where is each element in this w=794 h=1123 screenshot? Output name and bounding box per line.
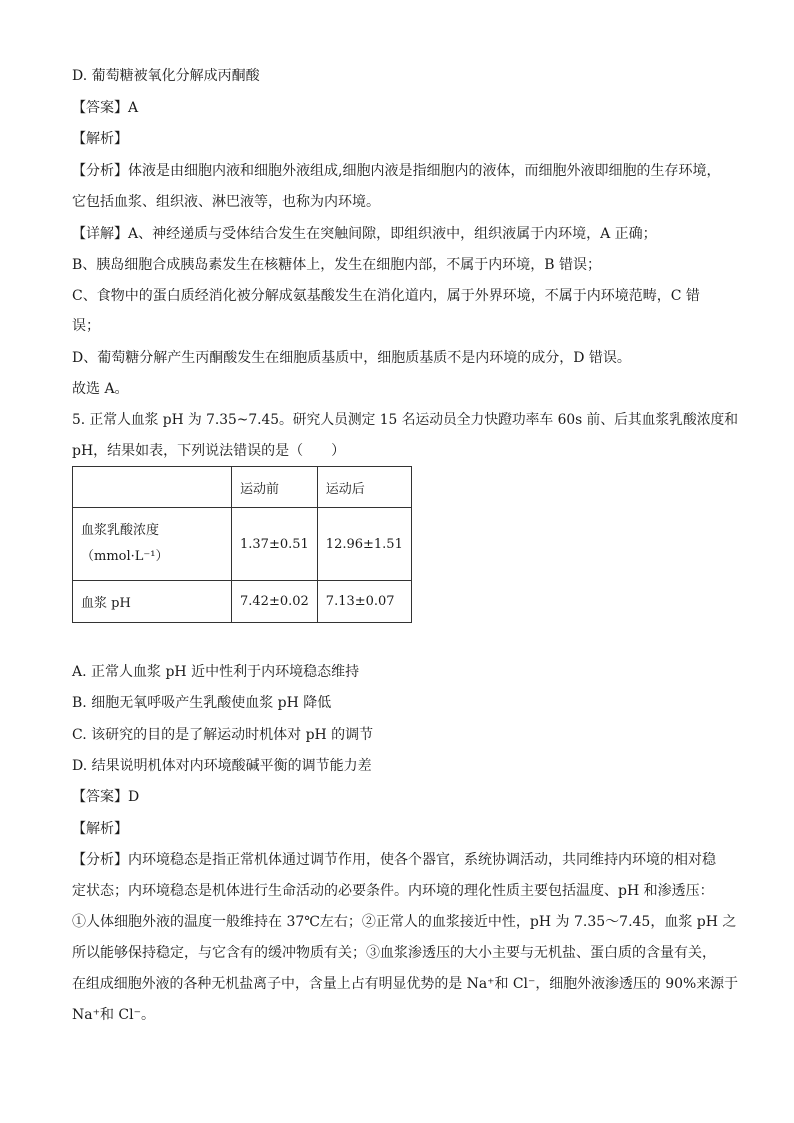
q4-fenxi-line-1: 【分析】体液是由细胞内液和细胞外液组成,细胞内液是指细胞内的液体，而细胞外液即细胞的生存环境， xyxy=(72,163,721,179)
ph-label: 血浆 pH xyxy=(73,581,232,623)
q4-fenxi-line-2: 它包括血浆、组织液、淋巴液等，也称为内环境。 xyxy=(72,194,380,210)
q5-answer: 【答案】D xyxy=(72,789,140,805)
q4-detail-line-4: 误； xyxy=(72,318,100,334)
ph-before: 7.42±0.02 xyxy=(232,581,318,623)
table-row-lactate xyxy=(73,508,412,581)
q5-stem-line-2: pH，结果如表，下列说法错误的是（ ） xyxy=(72,443,346,459)
lactate-after: 12.96±1.51 xyxy=(317,508,411,581)
table-header-empty xyxy=(73,467,232,508)
table-header-row xyxy=(73,467,412,508)
q5-analysis-heading: 【解析】 xyxy=(72,821,128,837)
q4-analysis-heading: 【解析】 xyxy=(72,131,128,147)
lactate-label-cell xyxy=(73,508,232,581)
table-header-before: 运动前 xyxy=(232,467,318,508)
table-row-ph xyxy=(73,581,412,623)
lactate-unit: （mmol·L⁻¹） xyxy=(81,549,169,564)
q5-fenxi-line-2: 定状态；内环境稳态是机体进行生命活动的必要条件。内环境的理化性质主要包括温度、pH 和渗透压： xyxy=(72,883,714,899)
q4-detail-line-5: D、葡萄糖分解产生丙酮酸发生在细胞质基质中，细胞质基质不是内环境的成分，D 错误。 xyxy=(72,350,631,366)
q4-detail-line-3: C、食物中的蛋白质经消化被分解成氨基酸发生在消化道内，属于外界环境，不属于内环境范畴，C 错 xyxy=(72,288,700,304)
results-table xyxy=(72,466,412,623)
table-header-after: 运动后 xyxy=(317,467,411,508)
q4-conclusion: 故选 A。 xyxy=(72,381,129,397)
q5-fenxi-line-5: 在组成细胞外液的各种无机盐离子中，含量上占有明显优势的是 Na⁺和 Cl⁻，细胞外液渗透压的 90%来源于 xyxy=(72,976,739,992)
q4-answer: 【答案】A xyxy=(72,100,139,116)
lactate-label: 血浆乳酸浓度 xyxy=(81,523,160,538)
q5-fenxi-line-3: ①人体细胞外液的温度一般维持在 37℃左右；②正常人的血浆接近中性，pH 为 7.35～7.45，血浆 pH 之 xyxy=(72,914,737,930)
q5-fenxi-line-4: 所以能够保持稳定，与它含有的缓冲物质有关；③血浆渗透压的大小主要与无机盐、蛋白质的含量有关， xyxy=(72,945,716,961)
q4-detail-line-2: B、胰岛细胞合成胰岛素发生在核糖体上，发生在细胞内部，不属于内环境，B 错误； xyxy=(72,257,602,273)
q4-option-d: D. 葡萄糖被氧化分解成丙酮酸 xyxy=(72,68,260,84)
ph-after: 7.13±0.07 xyxy=(317,581,411,623)
lactate-before: 1.37±0.51 xyxy=(232,508,318,581)
q5-stem-line-1: 5. 正常人血浆 pH 为 7.35~7.45。研究人员测定 15 名运动员全力快蹬功率车 60s 前、后其血浆乳酸浓度和 xyxy=(72,412,739,428)
q5-option-a: A. 正常人血浆 pH 近中性利于内环境稳态维持 xyxy=(72,664,360,680)
q5-fenxi-line-1: 【分析】内环境稳态是指正常机体通过调节作用，使各个器官，系统协调活动，共同维持内环境的相对稳 xyxy=(72,852,716,868)
q5-option-d: D. 结果说明机体对内环境酸碱平衡的调节能力差 xyxy=(72,758,372,774)
q5-option-b: B. 细胞无氧呼吸产生乳酸使血浆 pH 降低 xyxy=(72,695,332,711)
q5-fenxi-line-6: Na⁺和 Cl⁻。 xyxy=(72,1007,156,1023)
q4-detail-line-1: 【详解】A、神经递质与受体结合发生在突触间隙，即组织液中，组织液属于内环境，A 正确； xyxy=(72,226,657,242)
q5-option-c: C. 该研究的目的是了解运动时机体对 pH 的调节 xyxy=(72,727,374,743)
